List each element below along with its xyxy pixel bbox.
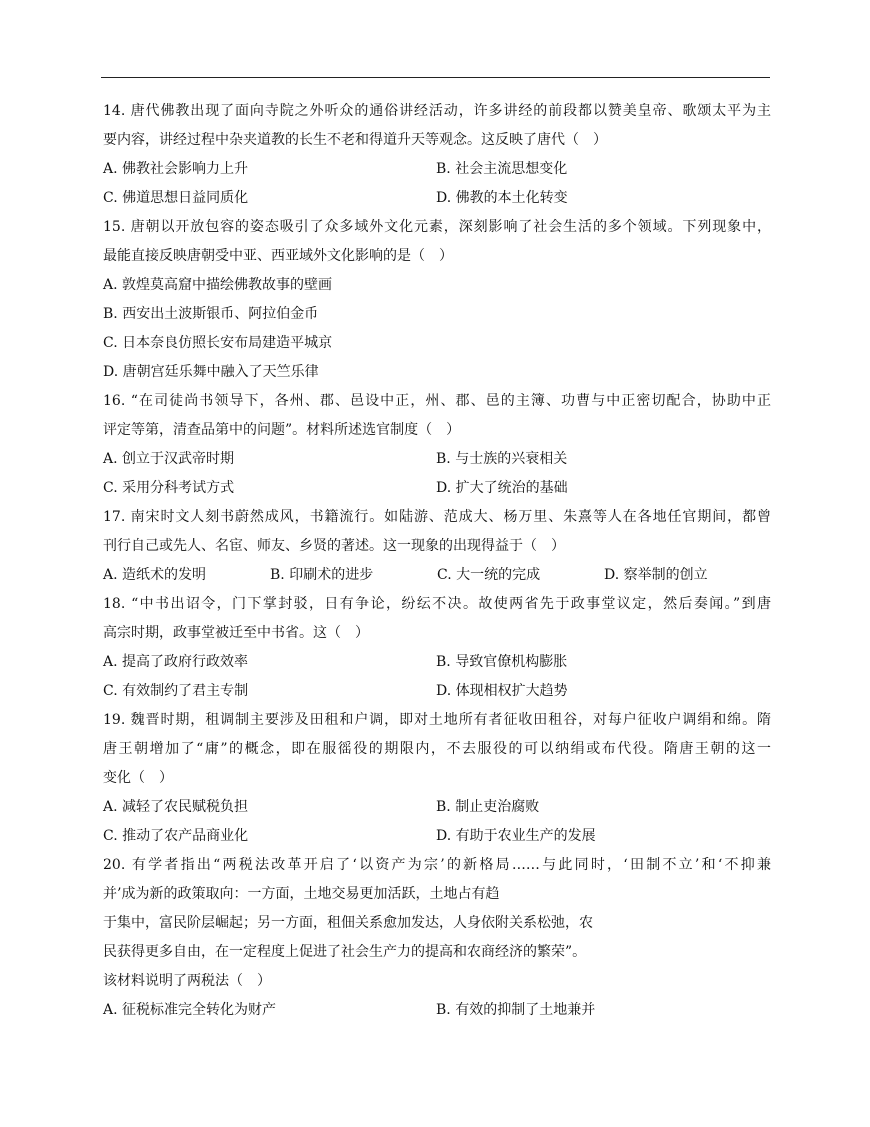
question-stem-line: 于集中，富民阶层崛起；另一方面，租佃关系愈加发达，人身依附关系松弛，农 <box>103 915 593 931</box>
header-rule <box>101 77 770 78</box>
question-stem-line: 刊行自己或先人、名宦、师友、乡贤的著述。这一现象的出现得益于（ ） <box>103 538 565 554</box>
question-stem-line: 并’成为新的政策取向：一方面，土地交易更加活跃，土地占有趋 <box>103 886 500 902</box>
option-b[interactable]: B. 社会主流思想变化 <box>436 161 568 177</box>
question-17 <box>103 503 771 590</box>
option-row <box>103 474 771 503</box>
option-row <box>103 677 771 706</box>
question-stem-line: 14. 唐代佛教出现了面向寺院之外听众的通俗讲经活动，许多讲经的前段都以赞美皇帝、歌颂太平为主 <box>103 103 771 119</box>
question-stem-line: 高宗时期，政事堂被迁至中书省。这（ ） <box>103 625 369 641</box>
option-b[interactable]: B. 与士族的兴衰相关 <box>436 451 568 467</box>
question-19 <box>103 706 771 851</box>
option-b[interactable]: B. 制止吏治腐败 <box>436 799 540 815</box>
option-d[interactable]: D. 唐朝宫廷乐舞中融入了天竺乐律 <box>103 364 319 380</box>
question-list <box>103 97 771 1025</box>
option-row <box>103 184 771 213</box>
option-d[interactable]: D. 佛教的本土化转变 <box>436 190 568 206</box>
option-row <box>103 793 771 822</box>
option-row <box>103 561 771 590</box>
option-b[interactable]: B. 导致官僚机构膨胀 <box>436 654 568 670</box>
question-stem-line: 民获得更多自由，在一定程度上促进了社会生产力的提高和农商经济的繁荣”。 <box>103 944 587 960</box>
option-row <box>103 822 771 851</box>
option-c[interactable]: C. 推动了农产品商业化 <box>103 828 249 844</box>
option-a[interactable]: A. 造纸术的发明 <box>103 567 207 583</box>
option-b[interactable]: B. 西安出土波斯银币、阿拉伯金币 <box>103 306 319 322</box>
question-20 <box>103 851 771 1025</box>
option-b[interactable]: B. 有效的抑制了土地兼并 <box>436 1002 596 1018</box>
option-d[interactable]: D. 有助于农业生产的发展 <box>436 828 596 844</box>
option-a[interactable]: A. 征税标准完全转化为财产 <box>103 1002 277 1018</box>
question-stem-line: 19. 魏晋时期，租调制主要涉及田租和户调，即对土地所有者征收田租谷，对每户征收户调绢和绵。隋 <box>103 712 771 728</box>
question-stem-line: 18. “中书出诏令，门下掌封驳，日有争论，纷纭不决。故使两省先于政事堂议定，然后奏闻。”到唐 <box>103 596 771 612</box>
question-stem-line: 该材料说明了两税法（ ） <box>103 973 271 989</box>
question-14 <box>103 97 771 213</box>
question-stem-line: 变化（ ） <box>103 770 173 786</box>
option-c[interactable]: C. 日本奈良仿照长安布局建造平城京 <box>103 335 333 351</box>
question-stem-line: 15. 唐朝以开放包容的姿态吸引了众多域外文化元素，深刻影响了社会生活的多个领域。下列现象中， <box>103 219 771 235</box>
question-stem-line: 20. 有学者指出“两税法改革开启了‘以资产为宗’的新格局……与此同时，‘田制不立’和‘不抑兼 <box>103 857 771 873</box>
question-stem-line: 评定等第，清查品第中的问题”。材料所述选官制度（ ） <box>103 422 461 438</box>
option-d[interactable]: D. 扩大了统治的基础 <box>436 480 568 496</box>
question-18 <box>103 590 771 706</box>
option-d[interactable]: D. 察举制的创立 <box>604 567 708 583</box>
option-a[interactable]: A. 提高了政府行政效率 <box>103 654 249 670</box>
option-c[interactable]: C. 大一统的完成 <box>437 567 541 583</box>
option-row <box>103 996 771 1025</box>
option-d[interactable]: D. 体现相权扩大趋势 <box>436 683 568 699</box>
question-16 <box>103 387 771 503</box>
option-c[interactable]: C. 采用分科考试方式 <box>103 480 235 496</box>
option-a[interactable]: A. 减轻了农民赋税负担 <box>103 799 249 815</box>
question-stem-line: 最能直接反映唐朝受中亚、西亚域外文化影响的是（ ） <box>103 248 453 264</box>
option-a[interactable]: A. 创立于汉武帝时期 <box>103 451 235 467</box>
question-stem-line: 唐王朝增加了“庸”的概念，即在服徭役的期限内，不去服役的可以纳绢或布代役。隋唐王朝的这一 <box>103 741 771 757</box>
question-stem-line: 要内容，讲经过程中杂夹道教的长生不老和得道升天等观念。这反映了唐代（ ） <box>103 132 607 148</box>
option-c[interactable]: C. 有效制约了君主专制 <box>103 683 249 699</box>
option-row <box>103 445 771 474</box>
option-row <box>103 155 771 184</box>
option-row <box>103 648 771 677</box>
option-a[interactable]: A. 敦煌莫高窟中描绘佛教故事的壁画 <box>103 277 333 293</box>
option-b[interactable]: B. 印刷术的进步 <box>270 567 374 583</box>
option-a[interactable]: A. 佛教社会影响力上升 <box>103 161 249 177</box>
question-15 <box>103 213 771 387</box>
option-c[interactable]: C. 佛道思想日益同质化 <box>103 190 249 206</box>
question-stem-line: 17. 南宋时文人刻书蔚然成风，书籍流行。如陆游、范成大、杨万里、朱熹等人在各地任官期间，都曾 <box>103 509 771 525</box>
question-stem-line: 16. “在司徒尚书领导下，各州、郡、邑设中正，州、郡、邑的主簿、功曹与中正密切配合，协助中正 <box>103 393 771 409</box>
